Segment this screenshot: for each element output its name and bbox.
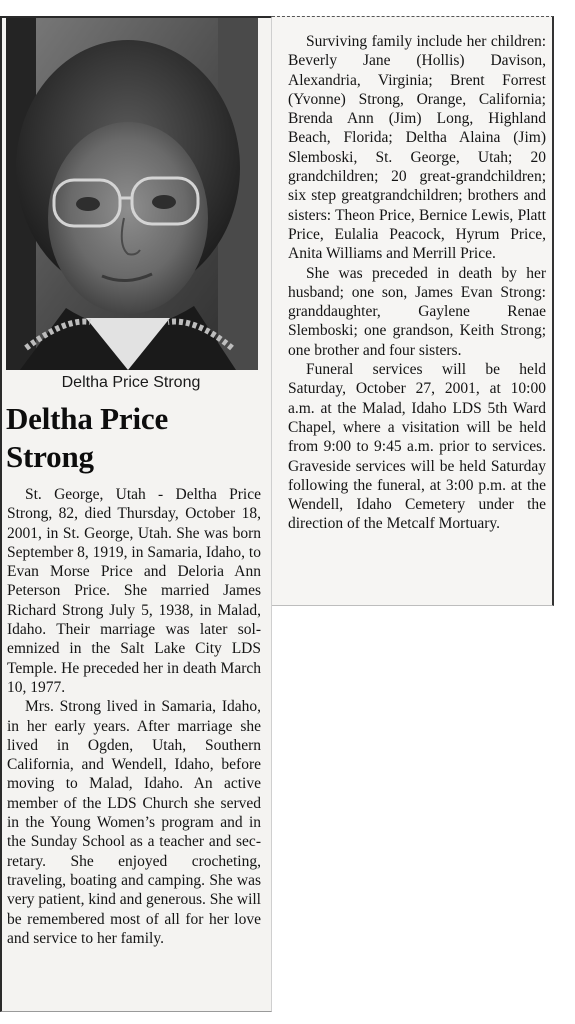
obituary-headline <box>6 400 261 476</box>
body-paragraph: Mrs. Strong lived in Samaria, Idaho, in her early years. After marriage she lived in Ogden, Utah, Southern California, and Wendell, Idaho, before moving to Malad, Idaho. An active member of the LDS Church she served in the Young Women’s program and in the Sunday School as a teacher and secretary. She enjoyed crocheting, traveling, boating and camping. She was very patient, kind and generous. She will be remembered most of all for her love and service to her family. <box>7 698 261 947</box>
body-paragraph: She was preceded in death by her husband; one son, James Evan Strong: granddaughter, Gaylene Renae Slemboski; one grandson, Keith Strong; one brother and four sisters. <box>288 264 546 359</box>
headline-line-1: Deltha Price <box>6 401 168 436</box>
photo-caption: Deltha Price Strong <box>61 374 201 391</box>
body-paragraph: St. George, Utah - Deltha Price Strong, 82, died Thursday, October 18, 2001, in St. George, Utah. She was born September 8, 1919, in Samaria, Idaho, to Evan Morse Price and Deloria Ann Peterson Price. She married James Richard Strong July 5, 1938, in Malad, Idaho. Their marriage was later solemnized in the Salt Lake City LDS Temple. He preceded her in death March 10, 1977. <box>7 486 261 696</box>
headline-line-2: Strong <box>6 439 94 474</box>
body-column-left <box>7 485 261 948</box>
portrait-photo <box>6 18 258 370</box>
body-paragraph: Funeral services will be held Saturday, October 27, 2001, at 10:00 a.m. at the Malad, Idaho LDS 5th Ward Chapel, where a visitation will be held from 9:00 to 9:45 a.m. prior to services. Graveside services will be held Saturday following the funeral, at 3:00 p.m. at the Wendell, Idaho Cemetery under the direction of the Metcalf Mortuary. <box>288 361 546 533</box>
body-paragraph: Surviving family include her children: Beverly Jane (Hollis) Davison, Alexandria, Virginia; Brent Forrest (Yvonne) Strong, Orange, California; Brenda Ann (Jim) Long, Highland Beach, Florida; Deltha Alaina (Jim) Slemboski, St. George, Utah; 20 grandchildren; 20 great-grandchildren; six step greatgrandchildren; brothers and sisters: Theon Price, Bernice Lewis, Platt Price, Eulalia Peacock, Hyrum Price, Anita Williams and Merrill Price. <box>288 33 546 263</box>
body-column-right <box>288 32 546 534</box>
